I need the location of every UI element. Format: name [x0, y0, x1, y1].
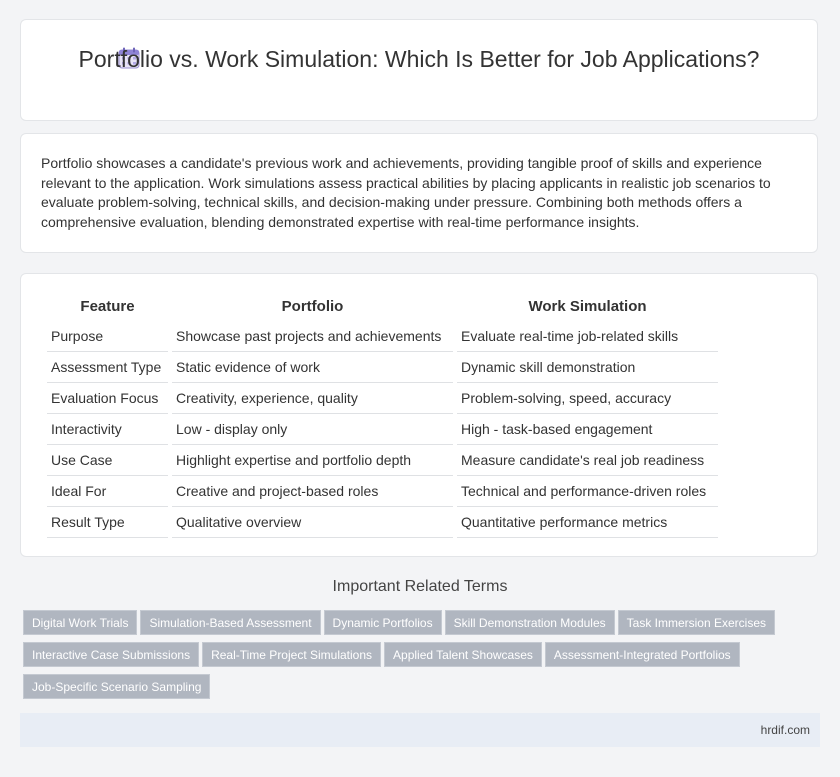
related-terms-list	[23, 610, 813, 706]
table-cell: Qualitative overview	[172, 507, 453, 538]
table-row	[47, 476, 718, 507]
related-term-tag[interactable]: Real-Time Project Simulations	[202, 642, 381, 667]
table-row	[47, 321, 718, 352]
table-row	[47, 383, 718, 414]
footer-site: hrdif.com	[760, 723, 810, 737]
table-cell: Use Case	[47, 445, 168, 476]
column-header: Feature	[80, 297, 135, 315]
related-term-tag[interactable]: Dynamic Portfolios	[324, 610, 442, 635]
table-cell: Creativity, experience, quality	[172, 383, 453, 414]
table-cell: Interactivity	[47, 414, 168, 445]
intro-paragraph: Portfolio showcases a candidate's previous work and achievements, providing tangible proof of skills and experience relevant to the application. Work simulations assess practical abilities by placing applicants in realistic job scenarios to evaluate problem-solving, technical skills, and decision-making under pressure. Combining both methods offers a comprehensive evaluation, blending demonstrated expertise with real-time performance insights.	[41, 155, 771, 230]
intro-card	[20, 133, 818, 253]
related-term-tag[interactable]: Job-Specific Scenario Sampling	[23, 674, 210, 699]
table-cell: High - task-based engagement	[457, 414, 718, 445]
table-cell: Result Type	[47, 507, 168, 538]
table-cell: Dynamic skill demonstration	[457, 352, 718, 383]
column-header: Work Simulation	[528, 297, 647, 315]
table-cell: Showcase past projects and achievements	[172, 321, 453, 352]
related-term-tag[interactable]: Simulation-Based Assessment	[140, 610, 320, 635]
related-term-tag[interactable]: Skill Demonstration Modules	[445, 610, 615, 635]
table-cell: Low - display only	[172, 414, 453, 445]
table-cell: Quantitative performance metrics	[457, 507, 718, 538]
related-term-tag[interactable]: Assessment-Integrated Portfolios	[545, 642, 740, 667]
table-cell: Ideal For	[47, 476, 168, 507]
table-row	[47, 507, 718, 538]
column-header: Portfolio	[281, 297, 344, 315]
table-cell: Problem-solving, speed, accuracy	[457, 383, 718, 414]
table-cell: Purpose	[47, 321, 168, 352]
table-cell: Assessment Type	[47, 352, 168, 383]
header-card	[20, 19, 818, 121]
table-row	[47, 352, 718, 383]
related-terms-title: Important Related Terms	[332, 578, 508, 595]
table-cell: Creative and project-based roles	[172, 476, 453, 507]
related-term-tag[interactable]: Interactive Case Submissions	[23, 642, 199, 667]
table-cell: Static evidence of work	[172, 352, 453, 383]
table-cell: Evaluation Focus	[47, 383, 168, 414]
table-cell: Technical and performance-driven roles	[457, 476, 718, 507]
related-term-tag[interactable]: Task Immersion Exercises	[618, 610, 775, 635]
table-cell: Measure candidate's real job readiness	[457, 445, 718, 476]
table-row	[47, 414, 718, 445]
table-cell: Highlight expertise and portfolio depth	[172, 445, 453, 476]
table-cell: Evaluate real-time job-related skills	[457, 321, 718, 352]
related-term-tag[interactable]: Applied Talent Showcases	[384, 642, 542, 667]
page-title: Portfolio vs. Work Simulation: Which Is Better for Job Applications?	[78, 46, 760, 72]
comparison-table	[43, 291, 722, 538]
footer	[20, 713, 820, 747]
comparison-card	[20, 273, 818, 557]
related-term-tag[interactable]: Digital Work Trials	[23, 610, 137, 635]
table-row	[47, 445, 718, 476]
table-header-row	[47, 291, 718, 321]
